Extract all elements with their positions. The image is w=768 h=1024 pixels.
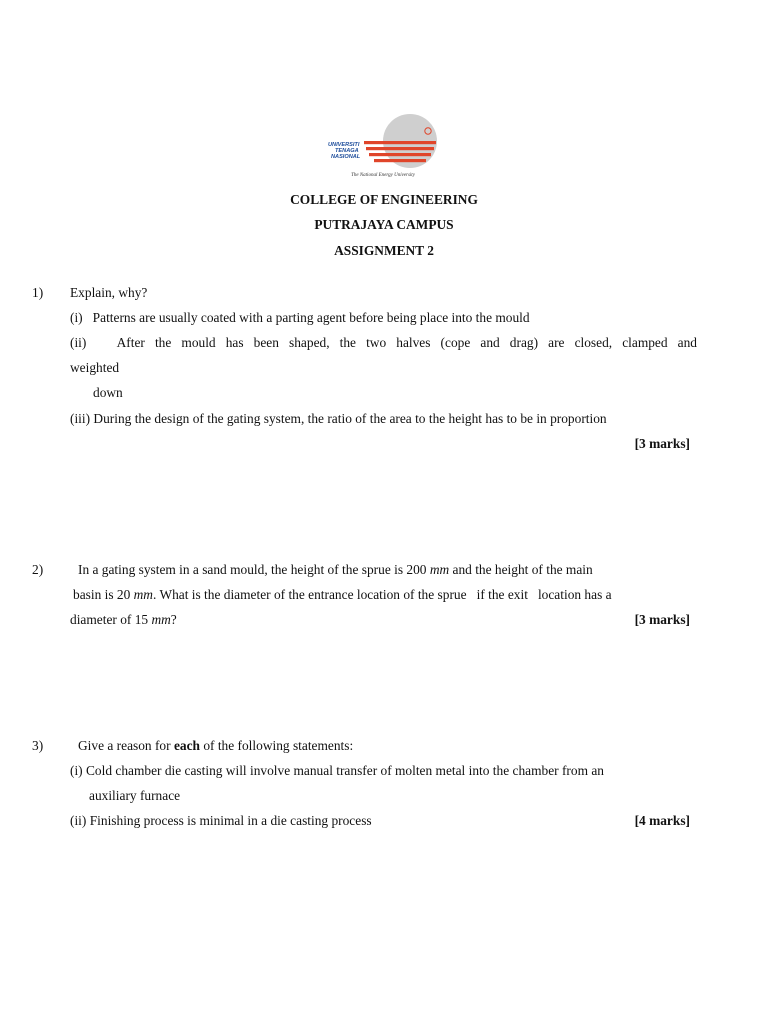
question-3-prompt-text-a: Give a reason for: [78, 738, 174, 753]
campus-title: PUTRAJAYA CAMPUS: [314, 217, 454, 232]
question-2-marks: [3 marks]: [634, 612, 690, 627]
question-1-prompt: Explain, why?: [70, 285, 148, 300]
unit-mm: mm: [133, 587, 153, 602]
question-1-part-ii-line-2: weighted: [70, 360, 120, 375]
question-3-part-i-line-2: auxiliary furnace: [89, 788, 181, 803]
question-3-number: 3): [32, 738, 44, 753]
question-2-line-2-text-a: basin is 20: [73, 587, 134, 602]
unit-mm: mm: [151, 612, 171, 627]
question-2-line-3-text-b: ?: [170, 612, 177, 627]
question-2-line-1: [78, 563, 593, 576]
question-2-number: 2): [32, 562, 44, 577]
logo-tagline: The National Energy University: [351, 173, 415, 178]
question-1-number: 1): [32, 285, 44, 300]
question-1-part-i: (i) Patterns are usually coated with a parting agent before being place into the mould: [70, 310, 530, 325]
question-2-line-1-text-a: In a gating system in a sand mould, the height of the sprue is 200: [78, 562, 430, 577]
logo-text-line-2: TENAGA: [335, 148, 359, 154]
question-3-prompt-text-b: of the following statements:: [199, 738, 354, 753]
question-2-line-3-text-a: diameter of 15: [70, 612, 152, 627]
question-1-marks: [3 marks]: [634, 436, 690, 451]
logo-text-line-1: UNIVERSITI: [328, 142, 360, 148]
question-2-line-3: [70, 613, 177, 626]
question-1-part-ii-line-3: down: [93, 385, 123, 400]
question-1-part-iii: (iii) During the design of the gating system, the ratio of the area to the height has to be in proportion: [70, 411, 607, 426]
question-2-line-1-text-b: and the height of the main: [449, 562, 593, 577]
unit-mm: mm: [429, 562, 450, 577]
question-3-part-i-line-1: (i) Cold chamber die casting will involve manual transfer of molten metal into the chamber from an: [70, 763, 604, 778]
question-3-part-ii: (ii) Finishing process is minimal in a die casting process: [70, 813, 372, 828]
question-3-marks: [4 marks]: [634, 813, 690, 828]
question-2-line-2: [73, 588, 612, 601]
question-2-line-2-text-b: . What is the diameter of the entrance location of the sprue if the exit location has a: [152, 587, 612, 602]
question-3-prompt-bold: each: [173, 738, 200, 753]
logo-text-line-3: NASIONAL: [331, 154, 361, 160]
question-3-prompt: [78, 739, 353, 752]
question-1-part-ii-line-1: (ii) After the mould has been shaped, the two halves (cope and drag) are closed, clamped and: [70, 335, 697, 350]
college-title: COLLEGE OF ENGINEERING: [290, 192, 478, 207]
assignment-title: ASSIGNMENT 2: [334, 243, 434, 258]
